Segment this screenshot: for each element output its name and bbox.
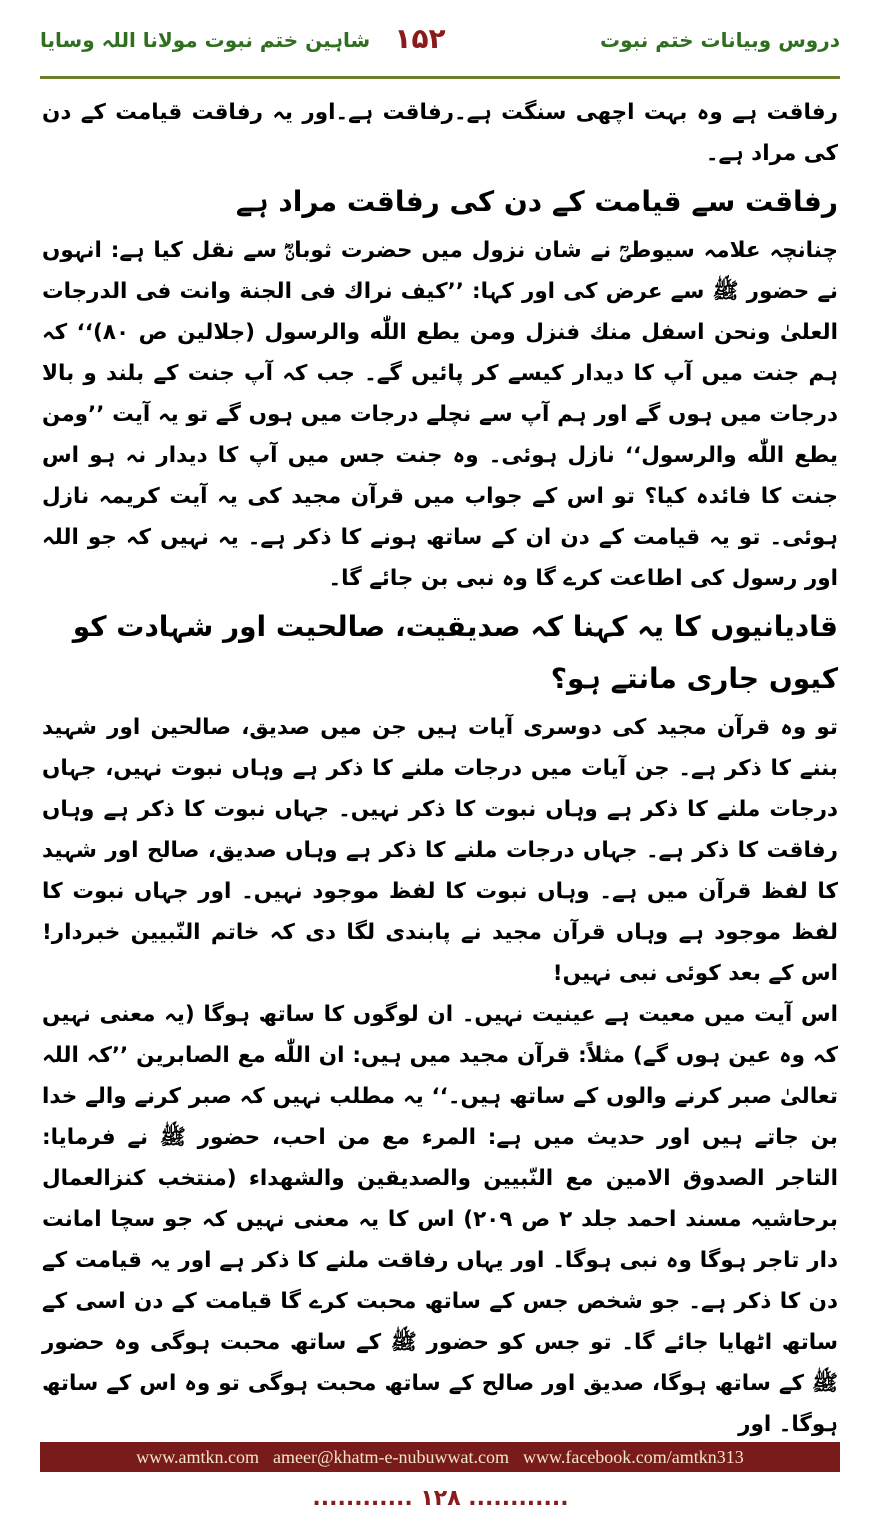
paragraph-1: رفاقت ہے وہ بہت اچھی سنگت ہے۔رفاقت ہے۔اور یہ رفاقت قیامت کے دن کی مراد ہے۔ xyxy=(42,100,838,166)
page-body xyxy=(42,92,838,1445)
paragraph-3: تو وہ قرآن مجید کی دوسری آیات ہیں جن میں صدیق، صالحین اور شہید بننے کا ذکر ہے۔ جن آیات میں درجات ملنے کا ذکر ہے وہاں نبوت نہیں، جہاں درجات ملنے کا ذکر ہے وہاں نبوت کا ذکر نہیں۔ جہاں نبوت کا ذکر ہے وہاں رفاقت کا ذکر ہے۔ جہاں درجات ملنے کا ذکر ہے وہاں صدیق، صالح اور شہید کا لفظ قرآن میں ہے۔ وہاں نبوت کا لفظ موجود نہیں۔ اور جہاں نبوت کا لفظ موجود ہے وہاں قرآن مجید نے پابندی لگا دی کہ خاتم النّبیین خبردار! اس کے بعد کوئی نبی نہیں! xyxy=(42,715,838,986)
section-heading-1: رفاقت سے قیامت کے دن کی رفاقت مراد ہے xyxy=(235,185,838,218)
header-rule xyxy=(40,76,840,79)
email-link[interactable]: ameer@khatm-e-nubuwwat.com xyxy=(273,1446,510,1467)
paragraph-4: اس آیت میں معیت ہے عینیت نہیں۔ ان لوگوں کا ساتھ ہوگا (یہ معنی نہیں کہ وہ عین ہوں گے) مثلاً: قرآن مجید میں ہیں: ان اللّٰه مع الصابرین ’’کہ اللہ تعالیٰ صبر کرنے والوں کے ساتھ ہیں۔‘‘ یہ مطلب نہیں کہ صبر کرنے والے خدا بن جاتے ہیں اور حدیث میں ہے: المرء مع من احب، حضور ﷺ نے فرمایا: التاجر الصدوق الامین مع النّبیین والصدیقین والشهداء (منتخب کنزالعمال برحاشیہ مسند احمد جلد ۲ ص ۲۰۹) اس کا یہ معنی نہیں کہ جو سچا امانت دار تاجر ہوگا وہ نبی ہوگا۔ اور یہاں رفاقت ملنے کا ذکر ہے اور یہ قیامت کے دن کا ذکر ہے۔ جو شخص جس کے ساتھ محبت کرے گا قیامت کے دن اسی کے ساتھ اٹھایا جائے گا۔ تو جس کو حضور ﷺ کے ساتھ محبت ہوگی وہ حضور ﷺ کے ساتھ ہوگا، صدیق اور صالح کے ساتھ محبت ہوگی تو وہ اس کے ساتھ ہوگا۔ اور xyxy=(42,1002,838,1437)
book-title: دروس وبیانات ختم نبوت xyxy=(600,28,840,52)
author-name: شاہین ختم نبوت مولانا اللہ وسایا xyxy=(40,28,371,52)
facebook-link[interactable]: www.facebook.com/amtkn313 xyxy=(523,1446,744,1467)
footer-page-number: ............ ۱۲۸ ............ xyxy=(312,1486,569,1511)
page-header xyxy=(40,22,840,66)
footer-bar xyxy=(40,1442,840,1472)
paragraph-2: چنانچہ علامہ سیوطیؒ نے شان نزول میں حضرت ثوبانؓ سے نقل کیا ہے: انہوں نے حضور ﷺ سے عرض کی اور کہا: ’’کیف نراك فی الجنة وانت فی الدرجات العلیٰ ونحن اسفل منك فنزل ومن یطع اللّٰه والرسول (جلالین ص ۸۰)‘‘ کہ ہم جنت میں آپ کا دیدار کیسے کر پائیں گے۔ جب کہ آپ جنت کے بلند و بالا درجات میں ہوں گے اور ہم آپ سے نچلے درجات میں ہوں گے تو یہ آیت ’’ومن یطع اللّٰه والرسول‘‘ نازل ہوئی۔ وہ جنت جس میں آپ کا دیدار نہ ہو اس جنت کا فائدہ کیا؟ تو اس کے جواب میں قرآن مجید کی یہ آیت کریمہ نازل ہوئی۔ تو یہ قیامت کے دن ان کے ساتھ ہونے کا ذکر ہے۔ یہ نہیں کہ جو اللہ اور رسول کی اطاعت کرے گا وہ نبی بن جائے گا۔ xyxy=(42,238,838,591)
header-page-number: ۱۵۲ xyxy=(394,22,446,55)
website-link[interactable]: www.amtkn.com xyxy=(136,1446,260,1467)
section-heading-2: قادیانیوں کا یہ کہنا کہ صدیقیت، صالحیت اور شہادت کو کیوں جاری مانتے ہو؟ xyxy=(72,610,838,695)
